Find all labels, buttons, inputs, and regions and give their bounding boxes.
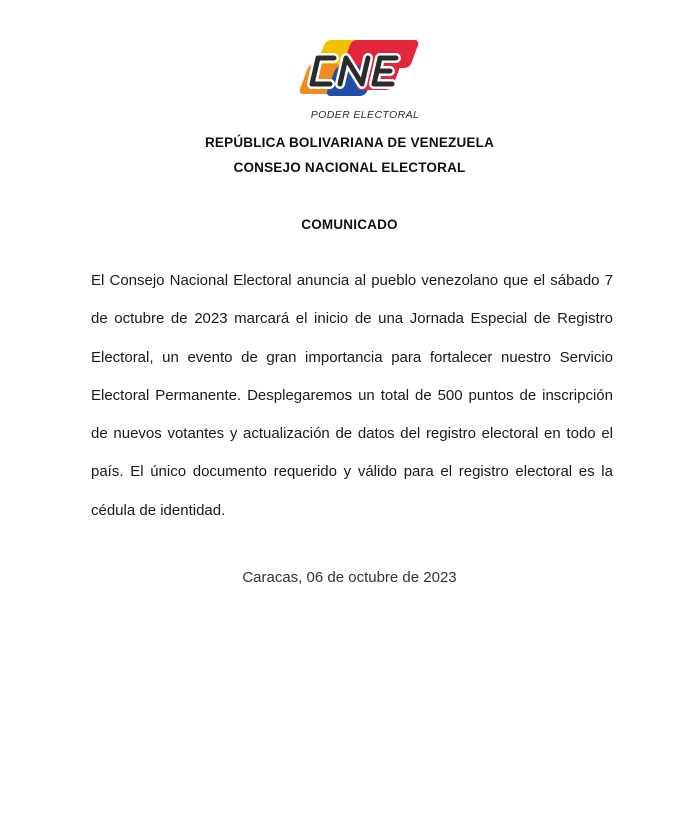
cne-logo [290,34,440,124]
logo-tagline: PODER ELECTORAL [310,109,420,121]
country-heading: REPÚBLICA BOLIVARIANA DE VENEZUELA [204,135,495,150]
document-title: COMUNICADO [301,217,398,232]
institution-heading: CONSEJO NACIONAL ELECTORAL [233,160,466,175]
cne-logo-graphic [290,34,440,124]
announcement-paragraph: El Consejo Nacional Electoral anuncia al pueblo venezolano que el sábado 7 de octubre de 2023 marcará el inicio de una Jornada Especial de Registro Electoral, un evento de gran importancia para fortalecer nuestro Servicio Electoral Permanente. Desplegaremos un total de 500 puntos de inscripción de nuevos votantes y actualización de datos del registro electoral en todo el país. El único documento requerido y válido para el registro electoral es la cédula de identidad. [91,272,613,519]
place-date: Caracas, 06 de octubre de 2023 [242,569,457,586]
